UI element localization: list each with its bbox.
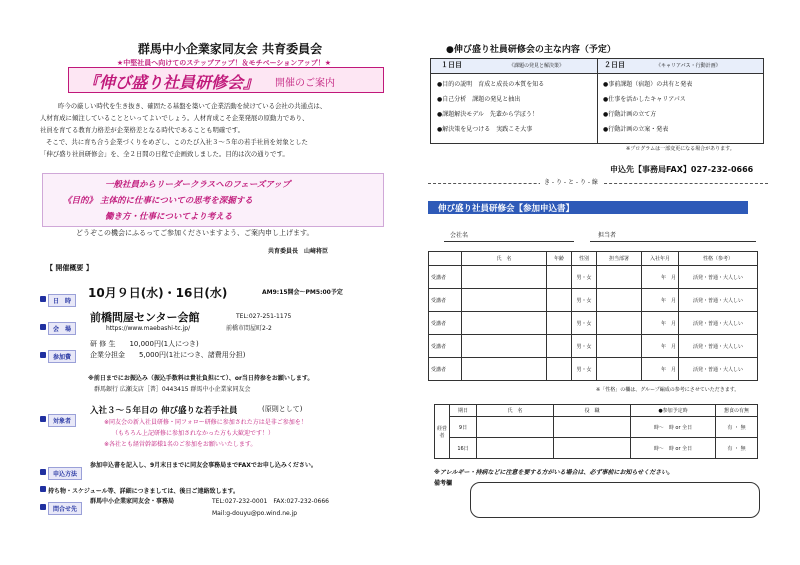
table-row	[429, 335, 758, 358]
venue-row	[40, 316, 76, 335]
company-label: 会社名	[450, 232, 469, 239]
intro-line: そこで、共に育ち合う企業づくりをめざし、このたび入社３～５年の若手社員を対象とした	[46, 138, 308, 146]
table-header-cell: 懇食の有無	[716, 405, 758, 417]
purpose-box	[42, 173, 384, 227]
square-bullet-icon	[40, 469, 46, 475]
exec-title-cell[interactable]	[554, 438, 631, 459]
purpose-line: 《目的》 主体的に仕事についての思考を深掘する	[63, 196, 253, 206]
day2-label: ２日目	[604, 61, 625, 69]
year-month-cell[interactable]: 年 月	[642, 335, 679, 358]
dept-cell[interactable]	[597, 358, 642, 381]
date-time: AM9:15開会～PM5:00予定	[262, 289, 343, 296]
date-row	[40, 288, 76, 307]
personality-cell[interactable]: 活発・普通・大人しい	[679, 312, 758, 335]
exec-day: 16日	[450, 438, 477, 459]
square-bullet-icon	[40, 486, 46, 492]
items-text: 持ち物・スケジュール等、詳細につきましては、後日ご連絡致します。	[48, 488, 240, 495]
year-month-cell[interactable]: 年 月	[642, 266, 679, 289]
year-month-cell[interactable]: 年 月	[642, 312, 679, 335]
table-header-cell: 年齢	[547, 252, 572, 266]
venue-tel: TEL:027-251-1175	[236, 313, 292, 320]
seminar-subline: ★中堅社員へ向けてのステップアップ！＆モチベーションアップ！★	[116, 59, 332, 67]
invite-text: どうぞこの機会にふるってご参加くださいますよう、ご案内申し上げます。	[76, 229, 314, 237]
purpose-line: 一般社員からリーダークラスへのフェーズアップ	[105, 180, 291, 190]
program-note: ※プログラムは一部変更になる場合があります。	[626, 146, 735, 152]
day1-item: ●解決策を見つける 実践こそ大事	[437, 126, 533, 133]
intro-line: 「伸び盛り社員研修会」を、全２日間の日程で企画致しました。目的は次の通りです。	[40, 150, 289, 158]
contact-mail[interactable]: Mail:g-douyu@po.wind.ne.jp	[212, 510, 298, 517]
trainee-table	[428, 251, 758, 381]
target-note: ※同友会の新入社員研修・同フォロー研修に参加された方は是非ご参加を！	[104, 419, 307, 426]
seminar-title-sub: 開催のご案内	[275, 78, 335, 89]
dept-cell[interactable]	[597, 289, 642, 312]
venue-name: 前橋問屋センター会館	[90, 311, 200, 324]
venue-address: 前橋市問屋町2-2	[226, 325, 272, 332]
intro-line: 昨今の厳しい時代を生き抜き、確固たる基盤を築いて企業活動を続けている会社の共通点は、	[58, 102, 327, 110]
name-cell[interactable]	[462, 335, 547, 358]
day1-item: ●課題解決モデル 先輩から学ぼう！	[437, 111, 538, 118]
day1-item: ●自己分析 課題の発見と抽出	[437, 96, 521, 103]
target-label: 対象者	[48, 414, 76, 427]
table-header-cell: 期日	[450, 405, 477, 417]
content-title: ●伸び盛り社員研修会の主な内容（予定）	[446, 45, 616, 55]
exec-label: 経営者	[435, 405, 450, 459]
name-cell[interactable]	[462, 312, 547, 335]
exec-day: 9日	[450, 417, 477, 438]
day1-label: １日目	[441, 61, 462, 69]
day1-theme: 《課題の発見と解決策》	[509, 63, 565, 69]
table-note: ※「性格」の欄は、グループ編成の参考にさせていただきます。	[596, 387, 740, 393]
name-cell[interactable]	[462, 266, 547, 289]
purpose-line: 働き方・仕事についてより考える	[105, 212, 233, 222]
fee-company: 企業分担金 5,000円(1社につき、諸費用分担)	[90, 351, 246, 359]
personality-cell[interactable]: 活発・普通・大人しい	[679, 358, 758, 381]
personality-cell[interactable]: 活発・普通・大人しい	[679, 266, 758, 289]
table-row	[435, 417, 758, 438]
fee-row	[40, 344, 76, 363]
fee-trainee: 研 修 生 10,000円(1人につき)	[90, 340, 199, 348]
seminar-title-box	[68, 67, 384, 93]
table-header-cell	[429, 252, 462, 266]
executive-table	[434, 404, 758, 459]
dept-cell[interactable]	[597, 335, 642, 358]
day2-item: ●仕事を活かしたキャリアパス	[603, 96, 686, 103]
table-row	[429, 312, 758, 335]
exec-name-cell[interactable]	[477, 417, 554, 438]
venue-url[interactable]: https://www.maebashi-tc.jp/	[106, 325, 191, 332]
gender-cell[interactable]: 男・女	[572, 335, 597, 358]
day2-item: ●事前課題（宿題）の共有と発表	[603, 81, 693, 88]
contact-label: 問合せ先	[48, 502, 82, 515]
gender-cell[interactable]: 男・女	[572, 312, 597, 335]
age-cell[interactable]	[547, 335, 572, 358]
age-cell[interactable]	[547, 289, 572, 312]
target-note: （もちろん上記研修に参加されなかった方も大歓迎です！）	[112, 430, 275, 437]
contact-org: 群馬中小企業家同友会・事務局	[90, 498, 175, 505]
table-row	[435, 438, 758, 459]
date-value: 10月９日(水)・16日(水)	[88, 286, 228, 300]
day1-item: ●目的の説明 育成と成長の本質を知る	[437, 81, 545, 88]
gender-cell[interactable]: 男・女	[572, 266, 597, 289]
person-label: 担当者	[598, 232, 617, 239]
venue-label: 会 場	[48, 322, 76, 335]
fax-line: 申込先【事務局FAX】027-232-0666	[610, 165, 754, 174]
row-label: 受講者	[429, 358, 462, 381]
gender-cell[interactable]: 男・女	[572, 358, 597, 381]
table-header-cell: 氏 名	[462, 252, 547, 266]
fee-bank: 群馬銀行 広瀬支店［普］0443415 群馬中小企業家同友会	[94, 386, 251, 393]
items-row	[40, 478, 239, 497]
exec-meal-cell[interactable]: 有 ・ 無	[716, 417, 758, 438]
date-label: 日 時	[48, 294, 76, 307]
org-title: 群馬中小企業家同友会 共育委員会	[137, 42, 323, 56]
signature: 共育委員長 山﨑将臣	[268, 248, 329, 255]
day2-item: ●行動計画の立案・発表	[603, 126, 669, 133]
table-row	[429, 358, 758, 381]
table-header-cell: 性別	[572, 252, 597, 266]
form-title: 伸び盛り社員研修会【参加申込書】	[438, 204, 575, 214]
intro-line: 人材育成に傾注していることといってよいでしょう。人材育成こそ企業発展の原動力であり、	[40, 114, 309, 122]
square-bullet-icon	[40, 416, 46, 422]
day2-item: ●行動計画の立て方	[603, 111, 657, 118]
apply-text: 参加申込書を記入し、9月末日までに同友会事務局までFAXでお申し込みください。	[90, 462, 317, 469]
remarks-field[interactable]	[470, 482, 760, 518]
exec-time-cell[interactable]: 時～ 時 or 全日	[631, 417, 716, 438]
row-label: 受講者	[429, 289, 462, 312]
row-label: 受講者	[429, 266, 462, 289]
cut-line: き - り - と - り - 線	[540, 179, 602, 187]
seminar-title: 『伸び盛り社員研修会』	[83, 73, 260, 92]
day1-header	[431, 59, 598, 74]
row-label: 受講者	[429, 335, 462, 358]
day2-theme: 《キャリアパス・行動計画》	[656, 63, 721, 69]
age-cell[interactable]	[547, 312, 572, 335]
table-header-row	[429, 252, 758, 266]
contact-tel: TEL:027-232-0001 FAX:027-232-0666	[212, 498, 329, 505]
square-bullet-icon	[40, 296, 46, 302]
name-cell[interactable]	[462, 289, 547, 312]
year-month-cell[interactable]: 年 月	[642, 358, 679, 381]
dept-cell[interactable]	[597, 266, 642, 289]
table-header-cell: 氏 名	[477, 405, 554, 417]
gender-cell[interactable]: 男・女	[572, 289, 597, 312]
fee-label: 参加費	[48, 350, 76, 363]
exec-time-cell[interactable]: 時～ 時 or 全日	[631, 438, 716, 459]
content-box	[430, 58, 764, 144]
table-row	[429, 266, 758, 289]
company-field[interactable]	[444, 241, 574, 242]
exec-name-cell[interactable]	[477, 438, 554, 459]
allergy-note: ※アレルギー・持病などに注意を要する方がいる場合は、必ず事前にお知らせください。	[434, 469, 674, 476]
form-title-bar	[428, 201, 748, 214]
day2-header	[598, 59, 763, 74]
intro-paragraph	[40, 100, 380, 160]
apply-label: 申込方法	[48, 467, 82, 480]
table-header-row	[435, 405, 758, 417]
name-cell[interactable]	[462, 358, 547, 381]
personality-cell[interactable]: 活発・普通・大人しい	[679, 289, 758, 312]
contact-row	[40, 496, 82, 515]
fee-note: ※前日までにお振込み（振込手数料は貴社負担にて）、or当日持参をお願いします。	[88, 375, 314, 382]
table-header-cell: ●参加予定時	[631, 405, 716, 417]
table-header-cell: 入社年月	[642, 252, 679, 266]
table-header-cell: 役 職	[554, 405, 631, 417]
square-bullet-icon	[40, 504, 46, 510]
target-row	[40, 408, 76, 427]
person-field[interactable]	[590, 241, 756, 242]
age-cell[interactable]	[547, 266, 572, 289]
dept-cell[interactable]	[597, 312, 642, 335]
age-cell[interactable]	[547, 358, 572, 381]
square-bullet-icon	[40, 352, 46, 358]
target-sub: (原則として)	[262, 405, 303, 413]
overview-label: 【 開催概要 】	[46, 264, 93, 272]
table-row	[429, 289, 758, 312]
row-label: 受講者	[429, 312, 462, 335]
target-note: ※各社とも経営幹部様1名のご参加をお願いいたします。	[104, 441, 257, 448]
square-bullet-icon	[40, 324, 46, 330]
table-header-cell: 性格（参考）	[679, 252, 758, 266]
exec-meal-cell[interactable]: 有 ・ 無	[716, 438, 758, 459]
intro-line: 社員を育てる教育力格差が企業格差となる時代であることも明確です。	[40, 126, 244, 134]
target-main: 入社３～５年目の 伸び盛りな若手社員	[90, 406, 238, 416]
year-month-cell[interactable]: 年 月	[642, 289, 679, 312]
table-header-cell: 担当部署	[597, 252, 642, 266]
personality-cell[interactable]: 活発・普通・大人しい	[679, 335, 758, 358]
divider	[597, 73, 598, 143]
remarks-label: 備考欄	[434, 480, 453, 487]
exec-title-cell[interactable]	[554, 417, 631, 438]
